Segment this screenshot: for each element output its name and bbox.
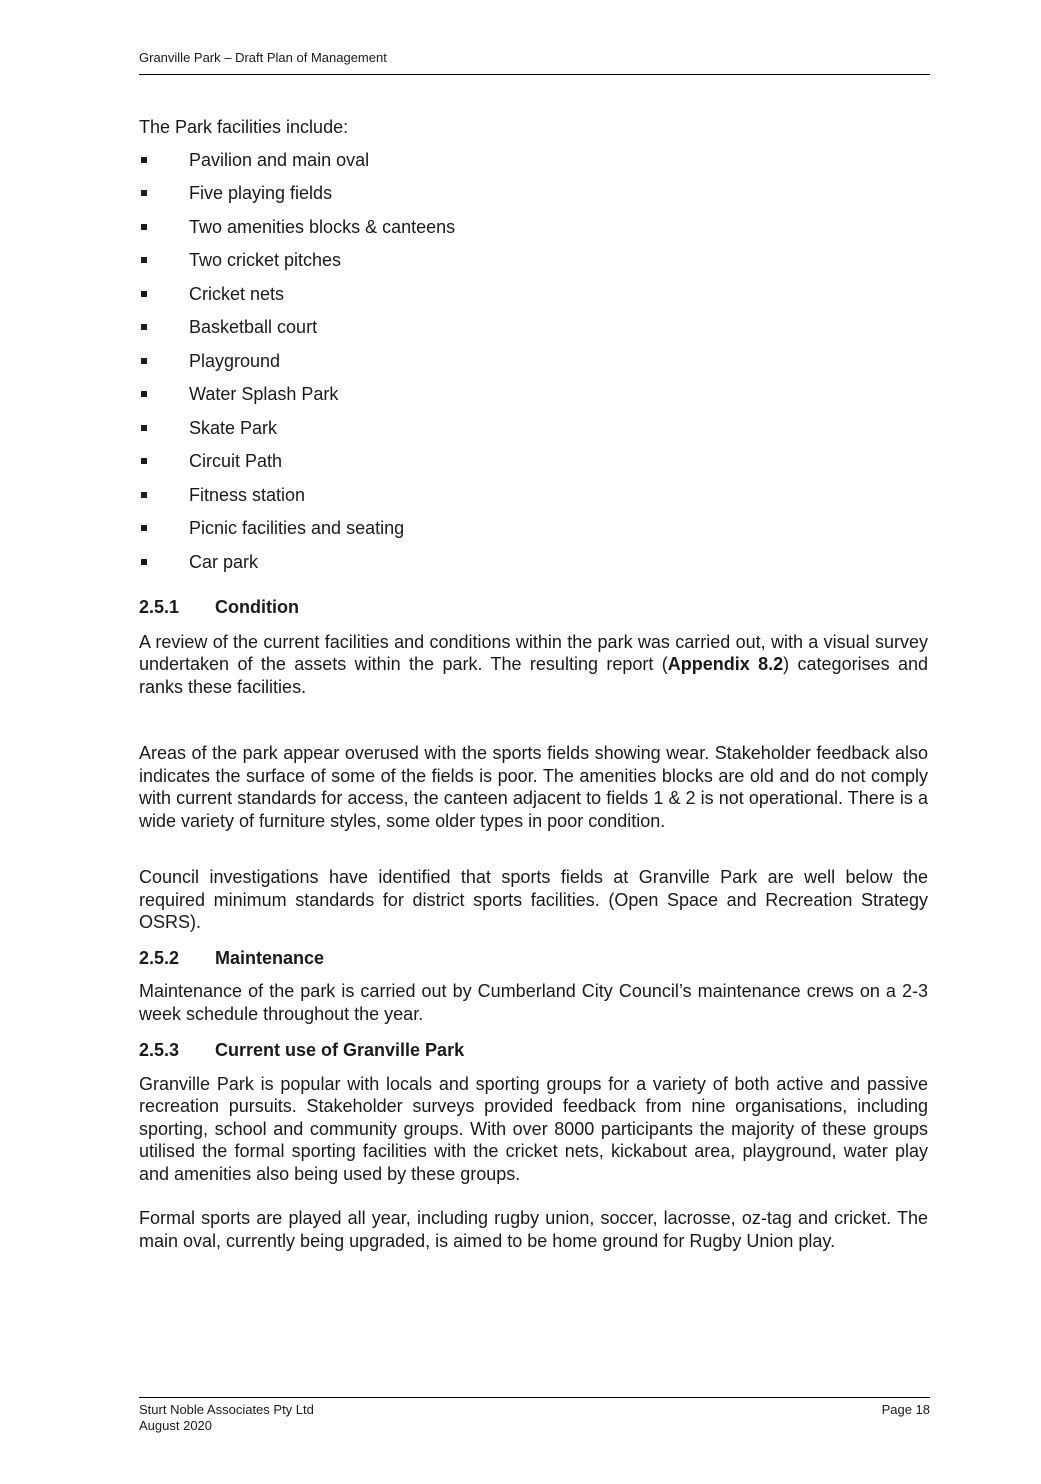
section-title: Current use of Granville Park xyxy=(215,1040,465,1060)
list-item: Water Splash Park xyxy=(139,383,928,417)
square-bullet-icon xyxy=(141,190,147,196)
condition-paragraph-1: A review of the current facilities and conditions within the park was carried out, with a visual survey undertaken of the assets within the park. The resulting report (Appendix 8.2) categorises and ranks these facilities. xyxy=(139,631,928,697)
square-bullet-icon xyxy=(141,257,147,263)
square-bullet-icon xyxy=(141,224,147,230)
list-item: Two amenities blocks & canteens xyxy=(139,216,928,250)
section-number: 2.5.2 xyxy=(139,947,180,968)
facilities-intro: The Park facilities include: xyxy=(139,117,349,137)
section-title: Maintenance xyxy=(215,947,325,968)
page-header xyxy=(139,50,930,75)
list-item: Circuit Path xyxy=(139,450,928,484)
square-bullet-icon xyxy=(141,291,147,297)
maintenance-paragraph: Maintenance of the park is carried out by Cumberland City Council’s maintenance crews on a 2-3 week schedule throughout the year. xyxy=(139,981,928,1024)
page-number: Page 18 xyxy=(881,1402,930,1417)
list-item: Cricket nets xyxy=(139,283,928,317)
list-item: Basketball court xyxy=(139,316,928,350)
square-bullet-icon xyxy=(141,559,147,565)
section-number: 2.5.1 xyxy=(139,597,180,617)
list-item: Picnic facilities and seating xyxy=(139,517,928,551)
current-use-paragraph-2: Formal sports are played all year, including rugby union, soccer, lacrosse, oz-tag and cricket. The main oval, currently being upgraded, is aimed to be home ground for Rugby Union play. xyxy=(139,1208,928,1251)
section-heading-current-use xyxy=(139,1039,928,1062)
list-item: Fitness station xyxy=(139,484,928,518)
list-item: Two cricket pitches xyxy=(139,249,928,283)
list-item: Pavilion and main oval xyxy=(139,149,928,183)
facilities-list xyxy=(139,149,928,585)
page-footer xyxy=(139,1397,930,1434)
condition-paragraph-3: Council investigations have identified that sports fields at Granville Park are well below the required minimum standards for district sports facilities. (Open Space and Recreation Strategy OSRS). xyxy=(139,867,928,932)
square-bullet-icon xyxy=(141,525,147,531)
current-use-paragraph-1: Granville Park is popular with locals and sporting groups for a variety of both active and passive recreation pursuits. Stakeholder surveys provided feedback from nine organisations, including sporting, school and community groups. With over 8000 participants the majority of these groups utilised the formal sporting facilities with the cricket nets, kickabout area, playground, water play and amenities also being used by these groups. xyxy=(139,1073,928,1184)
footer-company: Sturt Noble Associates Pty Ltd xyxy=(139,1402,314,1417)
list-item: Playground xyxy=(139,350,928,384)
section-heading-maintenance xyxy=(139,947,928,970)
square-bullet-icon xyxy=(141,492,147,498)
section-title: Condition xyxy=(215,597,299,617)
footer-date: August 2020 xyxy=(139,1418,213,1433)
condition-paragraph-2: Areas of the park appear overused with the sports fields showing wear. Stakeholder feedback also indicates the surface of some of the fields is poor. The amenities blocks are old and do not comply with current standards for access, the canteen adjacent to fields 1 & 2 is not operational. There is a wide variety of furniture styles, some older types in poor condition. xyxy=(139,743,928,831)
square-bullet-icon xyxy=(141,425,147,431)
list-item: Five playing fields xyxy=(139,182,928,216)
list-item: Car park xyxy=(139,551,928,585)
square-bullet-icon xyxy=(141,458,147,464)
square-bullet-icon xyxy=(141,324,147,330)
page-content xyxy=(139,116,928,1252)
list-item: Skate Park xyxy=(139,417,928,451)
appendix-reference: Appendix 8.2 xyxy=(667,654,784,674)
square-bullet-icon xyxy=(141,391,147,397)
header-title: Granville Park – Draft Plan of Management xyxy=(139,50,387,65)
section-number: 2.5.3 xyxy=(139,1040,180,1060)
square-bullet-icon xyxy=(141,358,147,364)
square-bullet-icon xyxy=(141,157,147,163)
section-heading-condition xyxy=(139,596,928,619)
